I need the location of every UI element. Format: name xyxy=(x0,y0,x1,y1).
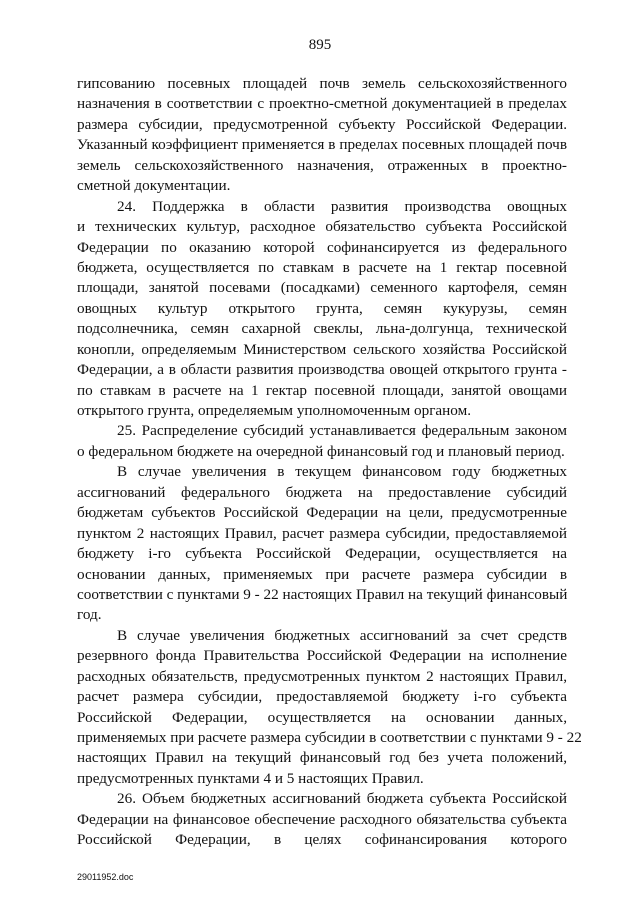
text-line: резервного фонда Правительства Российской Федерации на исполнение xyxy=(77,647,567,665)
text-line: земель сельскохозяйственного назначения, отраженных в проектно- xyxy=(77,156,567,174)
text-line: предусмотренных пунктами 4 и 5 настоящих Правил. xyxy=(77,769,424,787)
text-line: о федеральном бюджете на очередной финансовый год и плановый период. xyxy=(77,442,565,460)
text-line: ассигнований федерального бюджета на предоставление субсидий xyxy=(77,483,567,501)
text-line: овощных культур открытого грунта, семян кукурузы, семян xyxy=(77,299,567,317)
text-line: бюджетам субъектов Российской Федерации на цели, предусмотренные xyxy=(77,504,567,522)
text-line: 25. Распределение субсидий устанавливается федеральным законом xyxy=(117,422,567,440)
text-line: настоящих Правил на текущий финансовый год без учета положений, xyxy=(77,749,567,767)
text-line: подсолнечника, семян сахарной свеклы, льна-долгунца, технической xyxy=(77,320,567,338)
text-line: В случае увеличения в текущем финансовом году бюджетных xyxy=(117,463,567,481)
text-line: расходных обязательств, предусмотренных пунктом 2 настоящих Правил, xyxy=(77,667,567,685)
text-line: применяемых при расчете размера субсидии в соответствии с пунктами 9 - 22 xyxy=(77,729,582,746)
text-line: В случае увеличения бюджетных ассигнований за счет средств xyxy=(117,626,567,644)
text-line: конопли, определяемым Министерством сельского хозяйства Российской xyxy=(77,340,567,358)
text-line: год. xyxy=(77,606,102,624)
text-line: Федерации, а в области развития производства овощей открытого грунта - xyxy=(77,361,567,379)
text-line: 24. Поддержка в области развития производства овощных xyxy=(117,197,567,215)
page-number: 895 xyxy=(308,37,332,53)
text-line: Федерации на финансовое обеспечение расходного обязательства субъекта xyxy=(77,810,567,828)
document-filename: 29011952.doc xyxy=(77,872,134,882)
text-line: сметной документации. xyxy=(77,177,231,195)
text-line: бюджета, осуществляется по ставкам в расчете на 1 гектар посевной xyxy=(77,258,567,276)
text-line: Российской Федерации, в целях софинансирования которого xyxy=(77,831,567,849)
text-line: основании данных, применяемых при расчете размера субсидии в xyxy=(77,565,567,583)
text-line: 26. Объем бюджетных ассигнований бюджета субъекта Российской xyxy=(117,790,567,808)
text-line: бюджету i-го субъекта Российской Федерации, осуществляется на xyxy=(77,545,567,563)
text-line: по ставкам в расчете на 1 гектар посевной площади, занятой овощами xyxy=(77,381,567,399)
text-line: и технических культур, расходное обязательство субъекта Российской xyxy=(77,218,567,236)
text-line: гипсованию посевных площадей почв земель сельскохозяйственного xyxy=(77,75,567,92)
text-line: площади, занятой посевами (посадками) семенного картофеля, семян xyxy=(77,279,567,297)
text-line: расчет размера субсидии, предоставляемой бюджету i-го субъекта xyxy=(77,688,567,706)
text-line: назначения в соответствии с проектно-сметной документацией в пределах xyxy=(77,95,567,113)
text-line: Указанный коэффициент применяется в пределах посевных площадей почв xyxy=(77,136,567,154)
document-body xyxy=(77,74,582,851)
text-line: размера субсидии, предусмотренной субъекту Российской Федерации. xyxy=(77,115,567,133)
text-line: Федерации по оказанию которой софинансируется из федерального xyxy=(77,238,567,256)
text-line: соответствии с пунктами 9 - 22 настоящих Правил на текущий финансовый xyxy=(77,585,568,603)
text-line: Российской Федерации, осуществляется на основании данных, xyxy=(77,708,567,726)
text-line: открытого грунта, определяемым уполномоченным органом. xyxy=(77,402,472,419)
text-line: пунктом 2 настоящих Правил, расчет размера субсидии, предоставляемой xyxy=(77,524,567,542)
